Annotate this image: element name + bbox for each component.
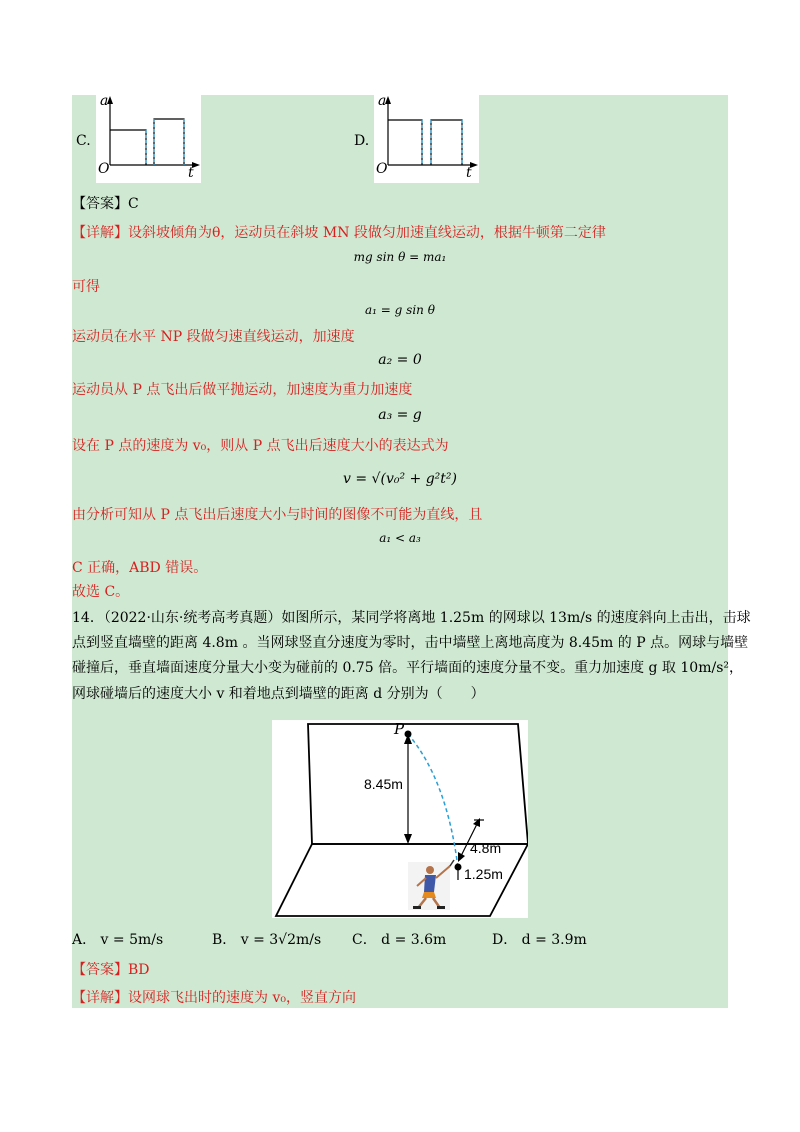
tennis-wall-figure: [272, 720, 528, 918]
detail-1-line5: 设在 P 点的速度为 v₀，则从 P 点飞出后速度大小的表达式为: [72, 438, 449, 454]
figure-point-p: P: [394, 720, 405, 738]
detail-2-label: 【详解】: [72, 990, 128, 1006]
option-14-b: B． v = 3√2m/s: [212, 932, 322, 948]
option-14-c: C． d = 3.6m: [352, 932, 447, 948]
figure-height-label: 8.45m: [364, 776, 403, 792]
answer-1-value: C: [128, 196, 139, 212]
detail-2-text1: 设网球飞出时的速度为 v₀，竖直方向: [128, 990, 356, 1006]
question-14-line1: 14．（2022·山东·统考高考真题）如图所示，某同学将离地 1.25m 的网球以 13m/s 的速度斜向上击出，击球: [72, 610, 751, 626]
option-c-origin: O: [98, 161, 110, 177]
content-panel: [72, 93, 751, 1008]
equation-4: a₃ = g: [378, 407, 422, 423]
detail-1-line8: 故选 C。: [72, 584, 130, 600]
detail-1-text1: 设斜坡倾角为θ，运动员在斜坡 MN 段做匀加速直线运动，根据牛顿第二定律: [128, 225, 606, 241]
detail-1-label: 【详解】: [72, 225, 128, 241]
option-c-axis-x: t: [188, 165, 194, 181]
detail-1-line3: 运动员在水平 NP 段做匀速直线运动，加速度: [72, 329, 355, 345]
detail-1-line4: 运动员从 P 点飞出后做平抛运动，加速度为重力加速度: [72, 382, 413, 398]
detail-1-line7: C 正确，ABD 错误。: [72, 560, 208, 576]
figure-ball-height-label: 1.25m: [464, 866, 503, 882]
option-d-label: D.: [354, 133, 370, 149]
equation-5: v = √(v₀² + g²t²): [343, 471, 457, 487]
question-14-line3: 碰撞后，垂直墙面速度分量大小变为碰前的 0.75 倍。平行墙面的速度分量不变。重力加速度 g 取 10m/s²，: [72, 660, 743, 676]
option-d-axis-y: a: [378, 93, 387, 109]
detail-1-line6: 由分析可知从 P 点飞出后速度大小与时间的图像不可能为直线，且: [72, 507, 483, 523]
answer-1: [72, 195, 139, 213]
equation-6: a₁ < a₃: [379, 531, 421, 545]
option-c-graph: [96, 95, 201, 183]
tennis-player-icon: [408, 860, 454, 910]
answer-2: [72, 961, 150, 979]
detail-1-line2: 可得: [72, 279, 100, 295]
answer-2-label: 【答案】: [72, 962, 128, 978]
option-14-a: A． v = 5m/s: [72, 932, 164, 948]
option-d-axis-x: t: [466, 165, 472, 181]
question-14-line2: 点到竖直墙壁的距离 4.8m 。当网球竖直分速度为零时，击中墙壁上离地高度为 8.45m 的 P 点。网球与墙壁: [72, 635, 749, 651]
option-d-graph: [374, 95, 479, 183]
equation-1: mg sin θ = ma₁: [353, 250, 447, 264]
detail-1-line1: [72, 224, 606, 242]
equation-2: a₁ = g sin θ: [365, 303, 435, 317]
question-14-line4: 网球碰墙后的速度大小 v 和着地点到墙壁的距离 d 分别为（ ）: [72, 686, 485, 702]
option-c-label: C.: [76, 133, 91, 149]
equation-3: a₂ = 0: [378, 352, 422, 368]
answer-1-label: 【答案】: [72, 196, 128, 212]
figure-distance-label: 4.8m: [470, 840, 502, 856]
option-d-origin: O: [376, 161, 388, 177]
option-14-d: D． d = 3.9m: [492, 932, 587, 948]
option-c-axis-y: a: [100, 93, 109, 109]
detail-2-line1: [72, 989, 356, 1007]
answer-2-value: BD: [128, 962, 150, 978]
